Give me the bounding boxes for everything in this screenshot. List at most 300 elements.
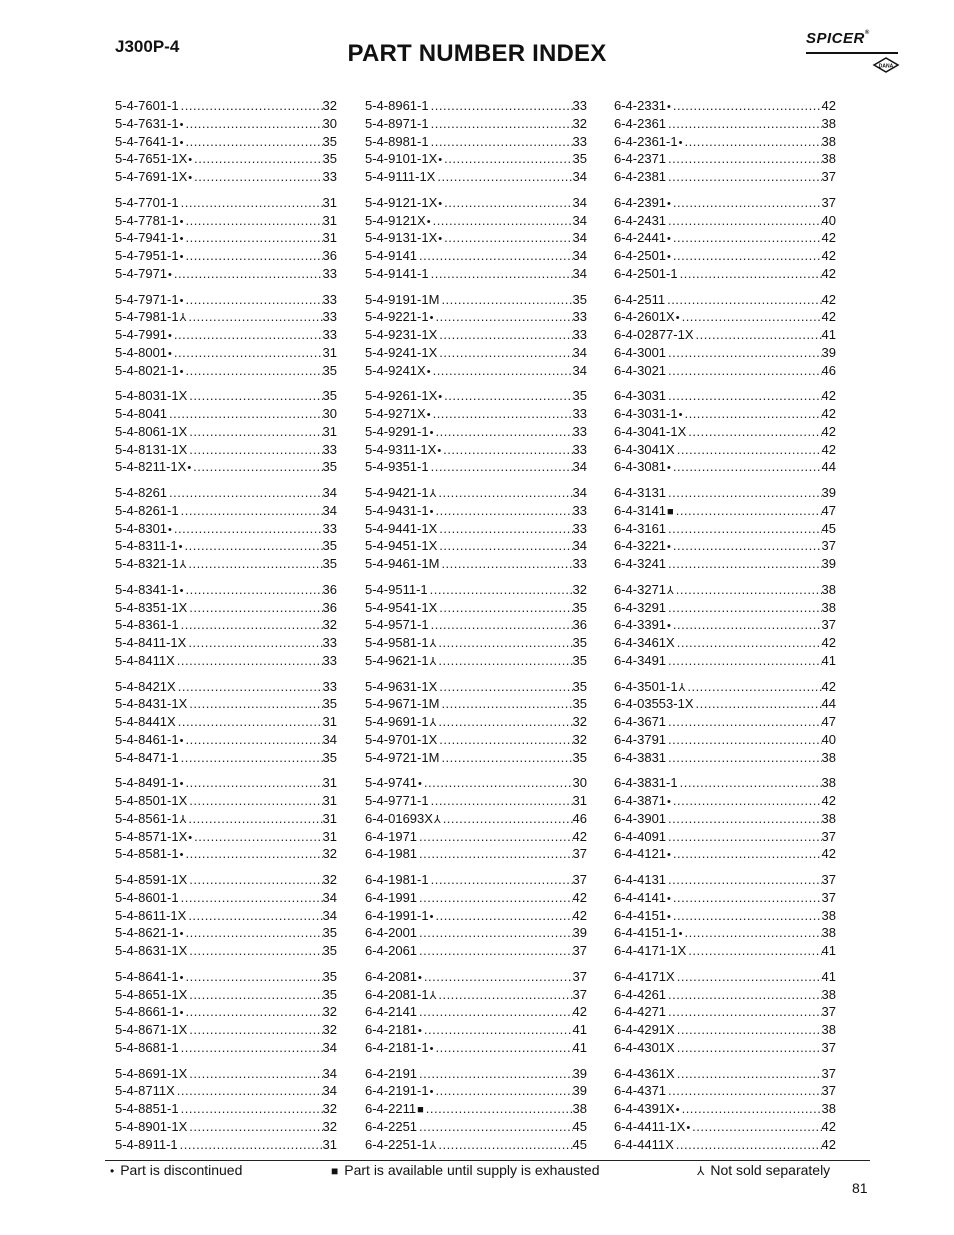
page-ref: 33 — [572, 133, 587, 149]
index-entry — [115, 968, 337, 986]
entry-group — [115, 387, 337, 476]
index-entry — [614, 652, 836, 670]
part-number: 6-4-2381 — [614, 169, 667, 184]
part-number: 6-4-4301X — [614, 1039, 675, 1055]
page-ref: 31 — [322, 423, 337, 439]
page-ref: 45 — [572, 1118, 587, 1134]
page-ref: 31 — [322, 230, 337, 246]
status-symbol: ⅄ — [667, 584, 674, 597]
index-entry — [115, 634, 337, 652]
status-symbol: ■ — [667, 505, 674, 518]
page-ref: 34 — [572, 344, 587, 360]
dot-leader — [433, 907, 572, 925]
page-ref: 34 — [572, 265, 587, 281]
dot-leader — [674, 1136, 822, 1154]
dot-leader — [437, 599, 572, 617]
dot-leader — [441, 441, 572, 459]
part-number: 6-4-3001 — [614, 344, 667, 360]
page-ref: 33 — [322, 291, 337, 307]
index-entry — [365, 194, 587, 212]
index-entry — [115, 387, 337, 405]
dot-leader — [417, 845, 572, 863]
dot-leader — [671, 907, 822, 925]
part-number: 6-4-3131 — [614, 485, 667, 500]
page-ref: 45 — [821, 520, 836, 536]
dot-leader — [179, 749, 323, 767]
dot-leader — [666, 115, 821, 133]
page-ref: 32 — [322, 98, 337, 113]
index-entry — [365, 907, 587, 925]
dot-leader — [431, 212, 573, 230]
part-number: 5-4-9351-1 — [365, 459, 429, 475]
dot-leader — [666, 713, 821, 731]
dot-leader — [431, 362, 573, 380]
dot-leader — [183, 291, 322, 309]
page-ref: 35 — [572, 678, 587, 694]
part-number: 5-4-9221-1 — [365, 309, 429, 325]
dot-leader — [442, 194, 572, 212]
dot-leader — [422, 968, 573, 986]
page-ref: 31 — [322, 828, 337, 844]
part-number: 5-4-8661-1 — [115, 1004, 179, 1020]
index-entry — [115, 1003, 337, 1021]
status-symbol: • — [667, 620, 671, 633]
page-ref: 32 — [322, 846, 337, 862]
page-ref: 37 — [821, 1039, 836, 1055]
page-ref: 46 — [821, 362, 836, 378]
index-entry — [614, 502, 836, 520]
status-symbol: • — [678, 136, 683, 149]
page-ref: 33 — [322, 309, 337, 325]
index-entry — [614, 1082, 836, 1100]
page-ref: 32 — [572, 731, 587, 747]
dot-leader — [674, 502, 822, 520]
part-number: 6-4-4171-1X — [614, 943, 687, 958]
index-entry — [614, 599, 836, 617]
dot-leader — [686, 423, 821, 441]
dot-leader — [678, 265, 822, 283]
dot-leader — [417, 1118, 572, 1136]
page-ref: 38 — [821, 599, 836, 615]
part-number: 5-4-9241-1X — [365, 344, 438, 360]
index-entry — [115, 150, 337, 168]
entry-group — [365, 871, 587, 960]
part-number: 6-4-3901 — [614, 810, 667, 826]
part-number: 5-4-9571-1 — [365, 617, 429, 633]
logo-rule — [806, 52, 898, 54]
not-sold-icon: ⅄ — [697, 1164, 705, 1178]
dot-leader — [429, 115, 573, 133]
part-number: 5-4-8031-1X — [115, 388, 188, 404]
part-number: 5-4-8501-1X — [115, 793, 188, 808]
page-ref: 38 — [572, 1101, 587, 1116]
dot-leader — [680, 308, 822, 326]
index-entry — [115, 581, 337, 599]
part-number: 6-4-2501 — [614, 248, 667, 263]
index-entry — [614, 942, 836, 960]
part-number: 5-4-7691-1X — [115, 169, 188, 184]
index-entry — [365, 1021, 587, 1039]
page-ref: 34 — [572, 538, 587, 554]
index-entry — [365, 599, 587, 617]
dot-leader — [187, 423, 322, 441]
dot-leader — [179, 1100, 323, 1118]
part-number: 5-4-8561-1 — [115, 810, 179, 826]
part-number: 5-4-7971-1 — [115, 291, 179, 307]
index-column — [115, 97, 337, 1161]
page-ref: 31 — [322, 714, 337, 729]
dot-leader — [678, 774, 822, 792]
page-ref: 38 — [821, 1101, 836, 1116]
dot-leader — [183, 247, 322, 265]
index-entry — [614, 749, 836, 767]
part-number: 5-4-9701-1X — [365, 731, 438, 747]
dot-leader — [429, 97, 573, 115]
part-number: 5-4-8641-1 — [115, 968, 179, 984]
part-number: 5-4-9121-1X — [365, 194, 438, 210]
part-number: 6-4-4371 — [614, 1083, 667, 1099]
status-symbol: • — [438, 197, 443, 210]
dot-leader — [178, 1136, 323, 1154]
part-number: 5-4-8351-1X — [115, 599, 188, 615]
page-ref: 33 — [572, 520, 587, 536]
part-number: 5-4-9121X — [365, 212, 426, 228]
dot-leader — [429, 616, 573, 634]
index-entry — [365, 986, 587, 1004]
page-ref: 34 — [322, 907, 337, 923]
part-number: 6-4-3161 — [614, 520, 667, 536]
index-entry — [365, 423, 587, 441]
status-symbol: • — [437, 444, 442, 457]
status-symbol: • — [438, 391, 443, 404]
dot-leader — [429, 792, 573, 810]
page-ref: 34 — [572, 230, 587, 246]
page-ref: 33 — [322, 652, 337, 668]
index-entry — [365, 458, 587, 476]
index-entry — [614, 889, 836, 907]
part-number: 6-4-3831-1 — [614, 775, 678, 791]
index-entry — [365, 229, 587, 247]
dot-leader — [183, 581, 322, 599]
page-ref: 37 — [821, 1004, 836, 1020]
page-ref: 35 — [572, 388, 587, 404]
dot-leader — [437, 520, 572, 538]
part-number: 5-4-8461-1 — [115, 731, 179, 747]
page-ref: 35 — [322, 538, 337, 554]
part-number: 6-4-3021 — [614, 362, 667, 378]
index-entry — [365, 810, 587, 828]
part-number: 6-4-3391 — [614, 617, 667, 633]
dot-leader — [183, 774, 322, 792]
status-symbol: • — [667, 251, 671, 263]
dot-leader — [671, 194, 822, 212]
index-entry — [365, 1003, 587, 1021]
dot-leader — [671, 889, 822, 907]
part-number: 6-4-2191 — [365, 1065, 418, 1081]
part-number: 5-4-8581-1 — [115, 846, 179, 862]
page-ref: 35 — [572, 599, 587, 615]
page-ref: 38 — [821, 986, 836, 1002]
dot-leader — [666, 150, 821, 168]
dot-leader — [433, 1082, 572, 1100]
part-number: 5-4-7701-1 — [115, 194, 179, 210]
page-ref: 42 — [821, 635, 836, 650]
page-ref: 32 — [322, 872, 337, 887]
part-number: 5-4-8411-1X — [115, 635, 187, 650]
logo-text: SPICER — [806, 30, 865, 47]
index-entry — [115, 652, 337, 670]
svg-text:DANA: DANA — [878, 63, 894, 70]
dot-leader — [436, 1136, 572, 1154]
part-number: 6-4-3501-1 — [614, 678, 678, 694]
part-number: 6-4-4131 — [614, 872, 667, 887]
index-entry — [115, 265, 337, 283]
entry-group — [614, 97, 836, 186]
dot-leader — [666, 362, 821, 380]
index-entry — [614, 634, 836, 652]
part-number: 6-4-3461X — [614, 635, 675, 650]
page-ref: 32 — [572, 115, 587, 131]
status-symbol: • — [179, 233, 184, 246]
page-ref: 41 — [821, 327, 836, 342]
entry-group — [115, 194, 337, 283]
index-entry — [365, 308, 587, 326]
part-number: 5-4-9741 — [365, 775, 418, 791]
part-number: 5-4-8571-1X — [115, 828, 188, 844]
page-ref: 35 — [322, 133, 337, 149]
index-entry — [614, 387, 836, 405]
index-entry — [365, 924, 587, 942]
page-ref: 37 — [572, 846, 587, 862]
index-entry — [614, 247, 836, 265]
part-number: 5-4-8321-1 — [115, 556, 179, 571]
page-ref: 37 — [821, 538, 836, 554]
status-symbol: ⅄ — [433, 813, 441, 826]
status-symbol: • — [429, 1042, 434, 1055]
page-ref: 30 — [322, 115, 337, 131]
page-ref: 42 — [821, 423, 836, 439]
part-number: 5-4-7941-1 — [115, 230, 179, 246]
index-entry — [365, 968, 587, 986]
page-ref: 41 — [572, 1039, 587, 1055]
dot-leader — [675, 968, 822, 986]
page-ref: 42 — [572, 889, 587, 905]
status-symbol: • — [667, 892, 671, 905]
part-number: 5-4-8061-1X — [115, 423, 188, 439]
part-number: 6-4-2511 — [614, 291, 666, 307]
entry-group — [365, 581, 587, 670]
index-entry — [614, 441, 836, 459]
dot-leader — [680, 1100, 822, 1118]
part-number: 6-4-4291X — [614, 1022, 675, 1037]
page-ref: 32 — [322, 1004, 337, 1020]
index-entry — [115, 616, 337, 634]
index-entry — [115, 441, 337, 459]
index-column — [614, 97, 836, 1161]
part-number: 6-4-2391 — [614, 194, 667, 210]
part-number: 5-4-8621-1 — [115, 925, 179, 941]
dot-leader — [671, 97, 822, 115]
index-entry — [614, 1118, 836, 1136]
dot-leader — [666, 749, 821, 767]
index-entry — [365, 387, 587, 405]
part-number: 5-4-8261-1 — [115, 502, 179, 518]
dot-leader — [187, 1021, 322, 1039]
page-ref: 32 — [322, 1118, 337, 1134]
part-number: 6-4-2181 — [365, 1022, 418, 1037]
status-symbol: • — [667, 197, 671, 210]
page-ref: 44 — [821, 459, 836, 475]
dot-leader — [666, 828, 821, 846]
page-ref: 33 — [572, 309, 587, 325]
status-symbol: ⅄ — [429, 488, 437, 500]
part-number: 5-4-9771-1 — [365, 793, 429, 808]
page-ref: 38 — [821, 749, 836, 765]
index-entry — [614, 1021, 836, 1039]
index-entry — [365, 344, 587, 362]
dot-leader — [176, 713, 323, 731]
index-entry — [614, 907, 836, 925]
page-ref: 30 — [322, 406, 337, 421]
index-entry — [365, 133, 587, 151]
page-ref: 33 — [322, 520, 337, 536]
page-ref: 35 — [322, 749, 337, 765]
page-ref: 47 — [821, 714, 836, 729]
dot-leader — [417, 889, 572, 907]
part-number: 5-4-8261 — [115, 485, 168, 500]
dot-leader — [436, 634, 572, 652]
dot-leader — [666, 520, 821, 538]
status-symbol: • — [179, 971, 184, 984]
dot-leader — [666, 599, 821, 617]
page-ref: 39 — [821, 344, 836, 360]
entry-group — [614, 194, 836, 283]
part-number: 5-4-7651-1X — [115, 151, 188, 167]
part-number: 5-4-8911-1 — [115, 1136, 178, 1152]
entry-group — [614, 871, 836, 960]
legend-text: Part is available until supply is exhausted — [344, 1162, 600, 1178]
index-entry — [115, 502, 337, 520]
page-ref: 31 — [322, 344, 337, 360]
index-entry — [115, 749, 337, 767]
part-number: 5-4-9451-1X — [365, 538, 438, 554]
part-number: 6-4-4091 — [614, 828, 667, 844]
part-number: 5-4-9621-1 — [365, 652, 429, 668]
dot-leader — [442, 229, 572, 247]
part-number: 6-4-4411X — [614, 1136, 674, 1152]
part-number: 5-4-8471-1 — [115, 749, 179, 765]
index-entry — [365, 291, 587, 309]
page-ref: 37 — [821, 194, 836, 210]
dot-leader — [417, 1065, 572, 1083]
index-entry — [115, 1065, 337, 1083]
index-entry — [115, 247, 337, 265]
part-number: 5-4-8671-1X — [115, 1022, 188, 1037]
part-number: 5-4-9581-1 — [365, 635, 429, 650]
square-icon: ■ — [331, 1164, 339, 1178]
index-entry — [365, 942, 587, 960]
page-ref: 35 — [322, 556, 337, 571]
dot-leader — [441, 810, 573, 828]
dot-leader — [417, 247, 572, 265]
index-entry — [365, 828, 587, 846]
part-number: 5-4-7631-1 — [115, 115, 179, 131]
page-ref: 30 — [572, 775, 587, 791]
dot-leader — [179, 889, 323, 907]
index-entry — [365, 326, 587, 344]
dot-leader — [183, 1003, 322, 1021]
index-entry — [115, 731, 337, 749]
entry-group — [115, 774, 337, 863]
part-number: 6-4-3031 — [614, 388, 667, 404]
page-ref: 35 — [572, 151, 587, 167]
dot-leader — [437, 537, 572, 555]
entry-group — [115, 968, 337, 1057]
page-ref: 34 — [322, 731, 337, 747]
page-ref: 37 — [821, 1065, 836, 1081]
part-number: 6-4-3491 — [614, 652, 667, 668]
part-number: 6-4-3241 — [614, 556, 667, 571]
index-entry — [614, 616, 836, 634]
page-ref: 33 — [322, 635, 337, 650]
index-entry — [365, 150, 587, 168]
index-entry — [365, 484, 587, 502]
page-ref: 32 — [322, 1101, 337, 1116]
bullet-icon: • — [110, 1164, 115, 1178]
dot-leader — [183, 924, 322, 942]
index-entry — [115, 308, 337, 326]
entry-group — [115, 581, 337, 670]
dot-leader — [433, 502, 572, 520]
part-number: 6-4-2431 — [614, 212, 667, 228]
index-entry — [614, 555, 836, 573]
dot-leader — [682, 133, 821, 151]
page-ref: 35 — [322, 459, 337, 475]
part-number: 6-4-2441 — [614, 230, 667, 246]
status-symbol: • — [686, 1121, 691, 1134]
part-number: 6-4-4261 — [614, 986, 667, 1002]
dot-leader — [191, 458, 322, 476]
index-entry — [614, 986, 836, 1004]
dot-leader — [682, 405, 821, 423]
index-entry — [365, 749, 587, 767]
page-ref: 39 — [572, 1083, 587, 1099]
entry-group — [614, 484, 836, 573]
entry-group — [365, 678, 587, 767]
index-entry — [365, 441, 587, 459]
status-symbol: • — [179, 928, 184, 941]
page-ref: 34 — [322, 485, 337, 500]
dot-leader — [694, 695, 822, 713]
page-ref: 42 — [572, 907, 587, 923]
part-number: 6-4-3271 — [614, 581, 667, 597]
status-symbol: ■ — [417, 1104, 424, 1116]
page-ref: 41 — [821, 943, 836, 958]
index-entry — [365, 652, 587, 670]
page-ref: 34 — [572, 485, 587, 500]
dot-leader — [437, 731, 572, 749]
part-number: 5-4-8901-1X — [115, 1118, 188, 1134]
part-number: 6-4-3041X — [614, 441, 675, 457]
index-entry — [115, 792, 337, 810]
index-entry — [614, 362, 836, 380]
footer-rule — [105, 1160, 870, 1161]
index-entry — [115, 986, 337, 1004]
dot-leader — [433, 423, 572, 441]
index-entry — [614, 774, 836, 792]
part-number: 6-4-3081 — [614, 459, 667, 475]
part-number: 5-4-8131-1X — [115, 441, 188, 457]
